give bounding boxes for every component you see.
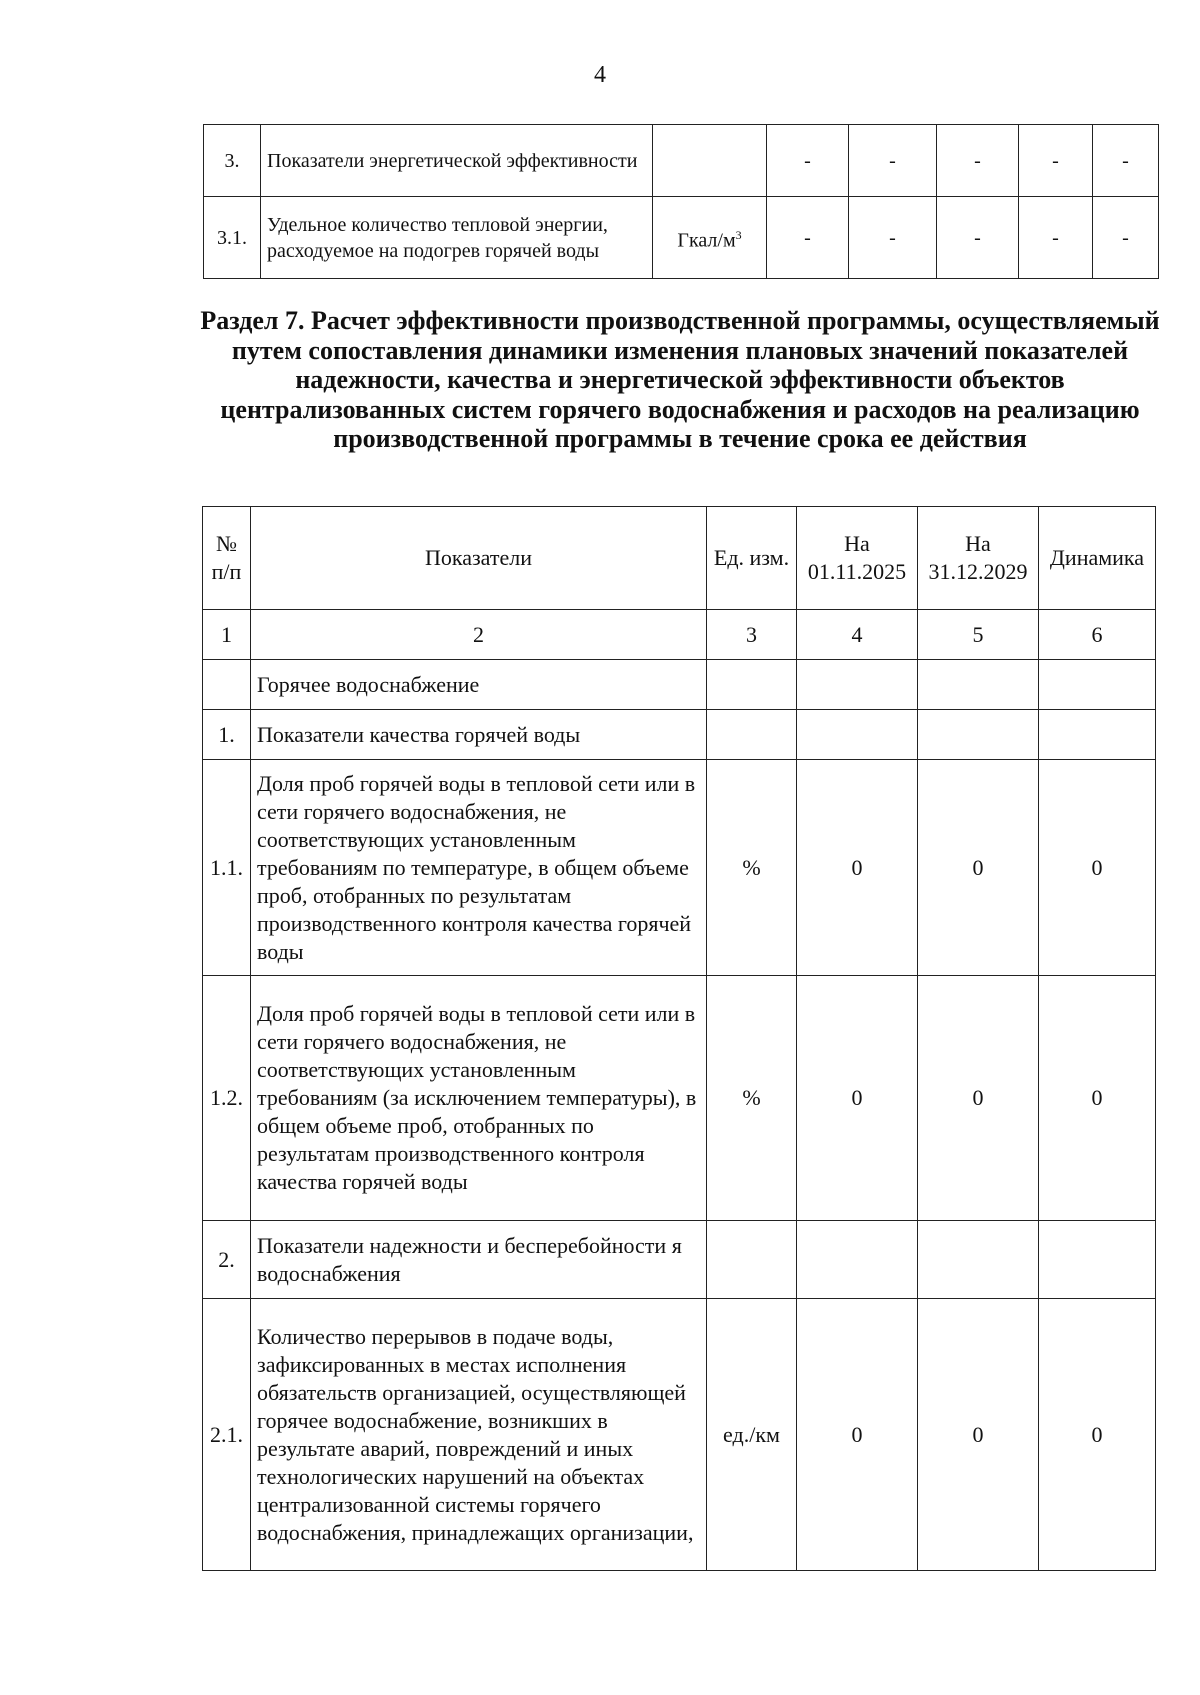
row-number: 1. <box>203 710 251 760</box>
value-2029 <box>918 710 1039 760</box>
unit-cell: ед./км <box>707 1299 797 1571</box>
value-cell: - <box>937 197 1019 279</box>
column-number: 5 <box>918 610 1039 660</box>
top-table-row <box>204 125 1159 197</box>
indicator-name: Показатели надежности и бесперебойности я водоснабжения <box>251 1221 707 1299</box>
value-2025 <box>797 710 918 760</box>
column-number: 6 <box>1039 610 1156 660</box>
unit-superscript: 3 <box>735 227 742 242</box>
value-2025 <box>797 1221 918 1299</box>
row-number: 1.2. <box>203 976 251 1221</box>
column-number: 4 <box>797 610 918 660</box>
value-dynamics: 0 <box>1039 1299 1156 1571</box>
value-2029: 0 <box>918 1299 1039 1571</box>
section-heading: Раздел 7. Расчет эффективности производственной программы, осуществляемый путем сопоставления динамики изменения плановых значений показателей надежности, качества и энергетической эффективности объектов централизованных систем горячего водоснабжения и расходов на реализацию производственной программы в течение срока ее действия <box>200 306 1160 453</box>
value-cell: - <box>1093 197 1159 279</box>
unit-cell <box>653 197 767 279</box>
table-row <box>203 1221 1156 1299</box>
unit-cell <box>653 125 767 197</box>
row-number: 3. <box>204 125 261 197</box>
value-dynamics: 0 <box>1039 976 1156 1221</box>
indicator-name: Количество перерывов в подаче воды, зафиксированных в местах исполнения обязательств организацией, осуществляющей горячее водоснабжение, возникших в результате аварий, повреждений и иных технологических нарушений на объектах централизованной системы горячего водоснабжения, принадлежащих организации, <box>251 1299 707 1571</box>
header-indicator: Показатели <box>251 507 707 610</box>
unit-cell <box>707 1221 797 1299</box>
row-number: 2. <box>203 1221 251 1299</box>
top-table <box>203 124 1159 279</box>
row-number <box>203 660 251 710</box>
indicator-name: Горячее водоснабжение <box>251 660 707 710</box>
row-number: 1.1. <box>203 760 251 976</box>
value-2025: 0 <box>797 760 918 976</box>
indicator-name: Удельное количество тепловой энергии, расходуемое на подогрев горячей воды <box>261 197 653 279</box>
row-number: 3.1. <box>204 197 261 279</box>
value-cell: - <box>1019 125 1093 197</box>
value-2029 <box>918 1221 1039 1299</box>
unit-cell: % <box>707 760 797 976</box>
column-number: 1 <box>203 610 251 660</box>
table-row <box>203 660 1156 710</box>
header-unit: Ед. изм. <box>707 507 797 610</box>
value-dynamics: 0 <box>1039 760 1156 976</box>
indicator-name: Показатели качества горячей воды <box>251 710 707 760</box>
column-number: 2 <box>251 610 707 660</box>
indicator-name: Доля проб горячей воды в тепловой сети или в сети горячего водоснабжения, не соответствующих установленным требованиям по температуре, в общем объеме проб, отобранных по результатам производственного контроля качества горячей воды <box>251 760 707 976</box>
value-cell: - <box>849 197 937 279</box>
unit-cell <box>707 710 797 760</box>
value-2025: 0 <box>797 976 918 1221</box>
value-2025: 0 <box>797 1299 918 1571</box>
main-table-header <box>203 507 1156 610</box>
unit-cell: % <box>707 976 797 1221</box>
value-dynamics <box>1039 660 1156 710</box>
value-2029: 0 <box>918 760 1039 976</box>
value-cell: - <box>849 125 937 197</box>
top-table-row <box>204 197 1159 279</box>
indicator-name: Доля проб горячей воды в тепловой сети или в сети горячего водоснабжения, не соответствующих установленным требованиям (за исключением температуры), в общем объеме проб, отобранных по результатам производственного контроля качества горячей воды <box>251 976 707 1221</box>
value-dynamics <box>1039 1221 1156 1299</box>
header-col6: Динамика <box>1039 507 1156 610</box>
value-cell: - <box>1019 197 1093 279</box>
main-table <box>202 506 1156 1571</box>
value-cell: - <box>937 125 1019 197</box>
header-col5: На 31.12.2029 <box>918 507 1039 610</box>
value-2025 <box>797 660 918 710</box>
value-2029 <box>918 660 1039 710</box>
table-row <box>203 976 1156 1221</box>
column-number: 3 <box>707 610 797 660</box>
value-cell: - <box>767 125 849 197</box>
column-numbers-row <box>203 610 1156 660</box>
row-number: 2.1. <box>203 1299 251 1571</box>
value-cell: - <box>767 197 849 279</box>
page-number: 4 <box>594 62 606 88</box>
indicator-name: Показатели энергетической эффективности <box>261 125 653 197</box>
unit-cell <box>707 660 797 710</box>
value-dynamics <box>1039 710 1156 760</box>
table-row <box>203 710 1156 760</box>
table-row <box>203 1299 1156 1571</box>
unit-text: Гкал/м <box>677 229 736 252</box>
table-row <box>203 760 1156 976</box>
value-cell: - <box>1093 125 1159 197</box>
header-col4: На 01.11.2025 <box>797 507 918 610</box>
value-2029: 0 <box>918 976 1039 1221</box>
header-num: № п/п <box>203 507 251 610</box>
